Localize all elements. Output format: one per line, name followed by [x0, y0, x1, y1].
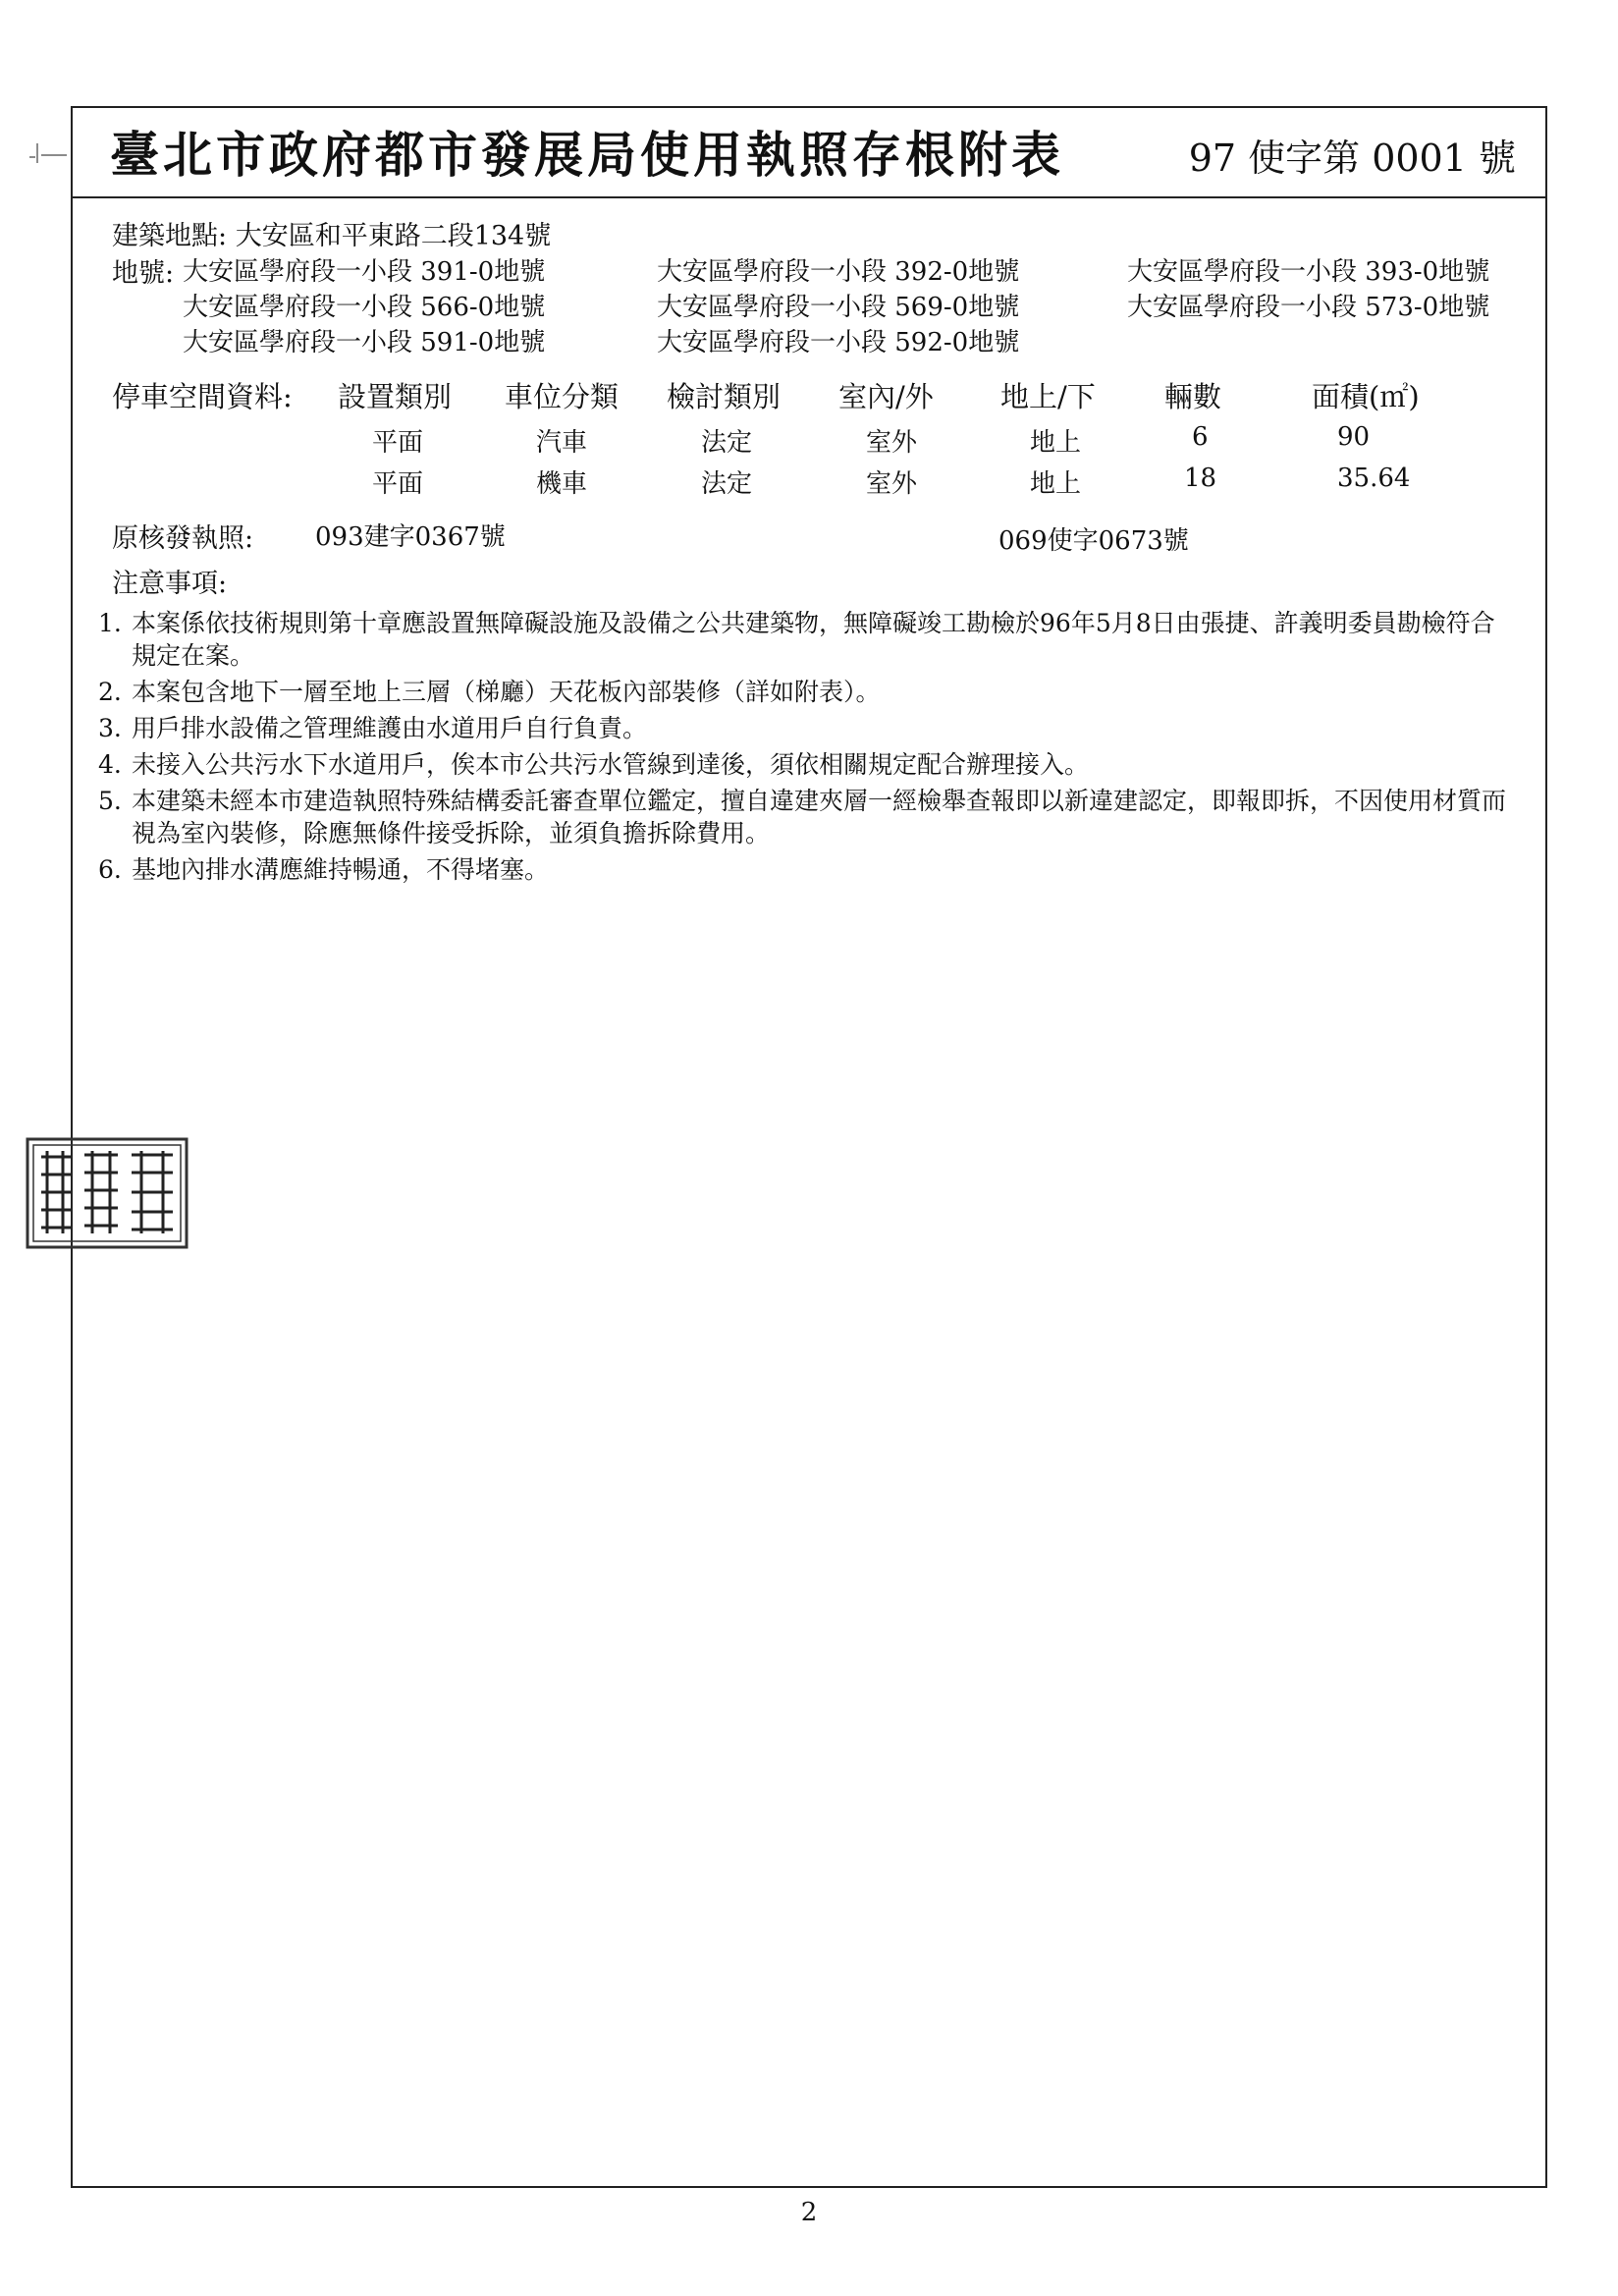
note-number: 2. [98, 678, 122, 706]
note-number: 3. [98, 714, 122, 742]
parking-cell: 6 [1192, 422, 1209, 452]
note-number: 1. [98, 609, 122, 637]
note-number: 5. [98, 787, 122, 815]
parking-header-cell: 面積(㎡) [1312, 380, 1420, 413]
parking-cell: 法定 [701, 469, 753, 499]
document-title: 臺北市政府都市發展局使用執照存根附表 [110, 126, 1064, 184]
notes-label: 注意事項: [112, 569, 228, 599]
parking-label: 停車空間資料: [112, 380, 293, 413]
note-item [98, 785, 1512, 849]
parking-cell: 機車 [536, 469, 588, 499]
note-item [98, 748, 1512, 781]
lot-item: 大安區學府段一小段 393-0地號 [1127, 257, 1490, 287]
lot-item: 大安區學府段一小段 392-0地號 [657, 257, 1020, 287]
original-license-label: 原核發執照: [112, 523, 254, 554]
note-item [98, 712, 1512, 744]
parking-cell: 室外 [866, 428, 918, 458]
note-item [98, 607, 1512, 672]
document-frame [71, 106, 1547, 2188]
parking-header-cell: 檢討類別 [667, 380, 782, 413]
parking-header-cell: 設置類別 [338, 380, 453, 413]
note-item [98, 676, 1512, 708]
parking-cell: 35.64 [1337, 464, 1411, 493]
note-text: 本案包含地下一層至地上三層（梯廳）天花板內部裝修（詳如附表）。 [132, 678, 881, 706]
parking-cell: 地上 [1030, 428, 1082, 458]
parking-cell: 90 [1337, 422, 1371, 452]
parking-cell: 室外 [866, 469, 918, 499]
address-line [112, 214, 551, 252]
lot-item: 大安區學府段一小段 566-0地號 [183, 293, 546, 322]
original-license-value: 069使字0673號 [998, 526, 1189, 556]
parking-cell: 地上 [1030, 469, 1082, 499]
parking-cell: 平面 [372, 428, 424, 458]
lots-label: 地號: [112, 258, 175, 289]
note-text: 本案係依技術規則第十章應設置無障礙設施及設備之公共建築物，無障礙竣工勘檢於96年5月8日由張捷、許義明委員勘檢符合規定在案。 [132, 609, 1495, 670]
lot-item: 大安區學府段一小段 591-0地號 [183, 328, 546, 357]
notes-list [98, 607, 1512, 890]
lot-item: 大安區學府段一小段 569-0地號 [657, 293, 1020, 322]
lot-item: 大安區學府段一小段 573-0地號 [1127, 293, 1490, 322]
parking-header-cell: 車位分類 [505, 380, 620, 413]
parking-header-cell: 輛數 [1164, 380, 1222, 413]
parking-header-cell: 地上/下 [1000, 380, 1096, 413]
note-text: 本建築未經本市建造執照特殊結構委託審查單位鑑定，擅自違建夾層一經檢舉查報即以新違建認定，即報即拆，不因使用材質而視為室內裝修，除應無條件接受拆除，並須負擔拆除費用。 [132, 787, 1507, 847]
official-seal-stamp [24, 1135, 190, 1251]
note-item [98, 853, 1512, 886]
note-text: 未接入公共污水下水道用戶，俟本市公共污水管線到達後，須依相關規定配合辦理接入。 [132, 750, 1090, 779]
parking-cell: 平面 [372, 469, 424, 499]
note-text: 用戶排水設備之管理維護由水道用戶自行負責。 [132, 714, 648, 742]
scan-mark [27, 137, 71, 167]
note-text: 基地內排水溝應維持暢通，不得堵塞。 [132, 855, 550, 884]
parking-header-row [112, 375, 1526, 414]
address-label: 建築地點: [112, 221, 228, 251]
page-number: 2 [800, 2198, 818, 2227]
original-license-value: 093建字0367號 [315, 522, 506, 552]
address-value: 大安區和平東路二段134號 [235, 221, 552, 251]
parking-row [112, 464, 1526, 503]
title-row [73, 108, 1545, 198]
permit-number: 97 使字第 0001 號 [1188, 137, 1516, 180]
parking-cell: 法定 [701, 428, 753, 458]
parking-row [112, 422, 1526, 462]
parking-header-cell: 室內/外 [838, 380, 934, 413]
lot-item: 大安區學府段一小段 391-0地號 [183, 257, 546, 287]
parking-cell: 18 [1184, 464, 1217, 493]
note-number: 4. [98, 750, 122, 779]
parking-cell: 汽車 [536, 428, 588, 458]
lot-item: 大安區學府段一小段 592-0地號 [657, 328, 1020, 357]
note-number: 6. [98, 855, 122, 884]
